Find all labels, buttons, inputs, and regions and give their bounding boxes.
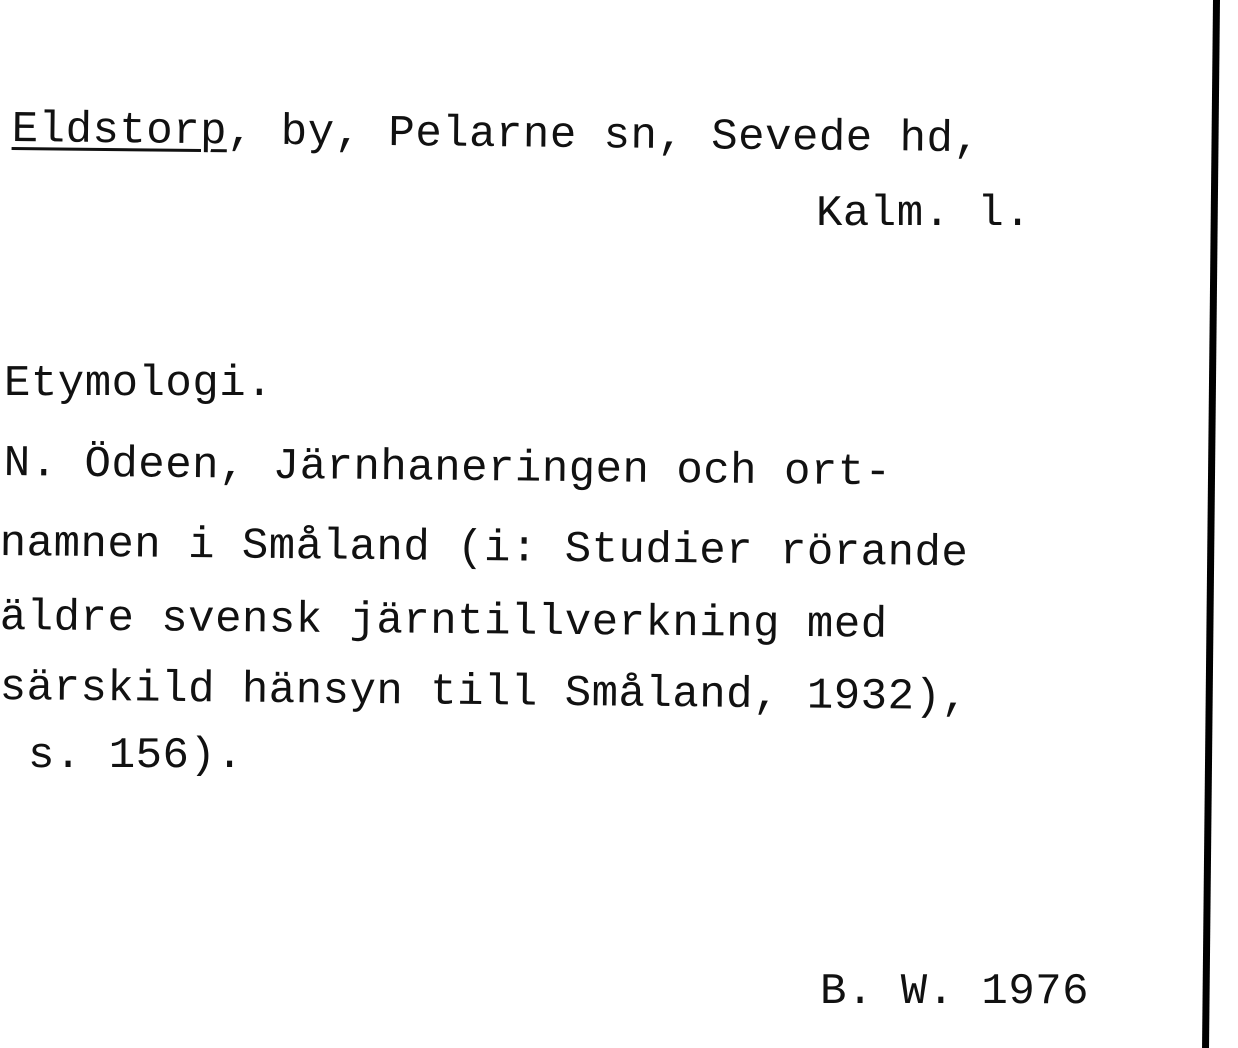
signature: B. W. 1976 — [820, 967, 1090, 1017]
reference-line: särskild hänsyn till Småland, 1932), — [0, 663, 969, 724]
county-label: Kalm. l. — [816, 189, 1032, 239]
card-header — [11, 105, 981, 166]
reference-line: N. Ödeen, Järnhaneringen och ort- — [3, 439, 892, 499]
headword: Eldstorp — [11, 105, 228, 158]
section-label: Etymologi. — [4, 359, 274, 409]
reference-line: s. 156). — [28, 731, 244, 781]
reference-line: namnen i Småland (i: Studier rörande — [0, 519, 969, 580]
reference-line: äldre svensk järntillverkning med — [0, 593, 888, 651]
place-description: , by, Pelarne sn, Sevede hd, — [226, 107, 981, 166]
card-edge-line — [1202, 0, 1220, 1048]
